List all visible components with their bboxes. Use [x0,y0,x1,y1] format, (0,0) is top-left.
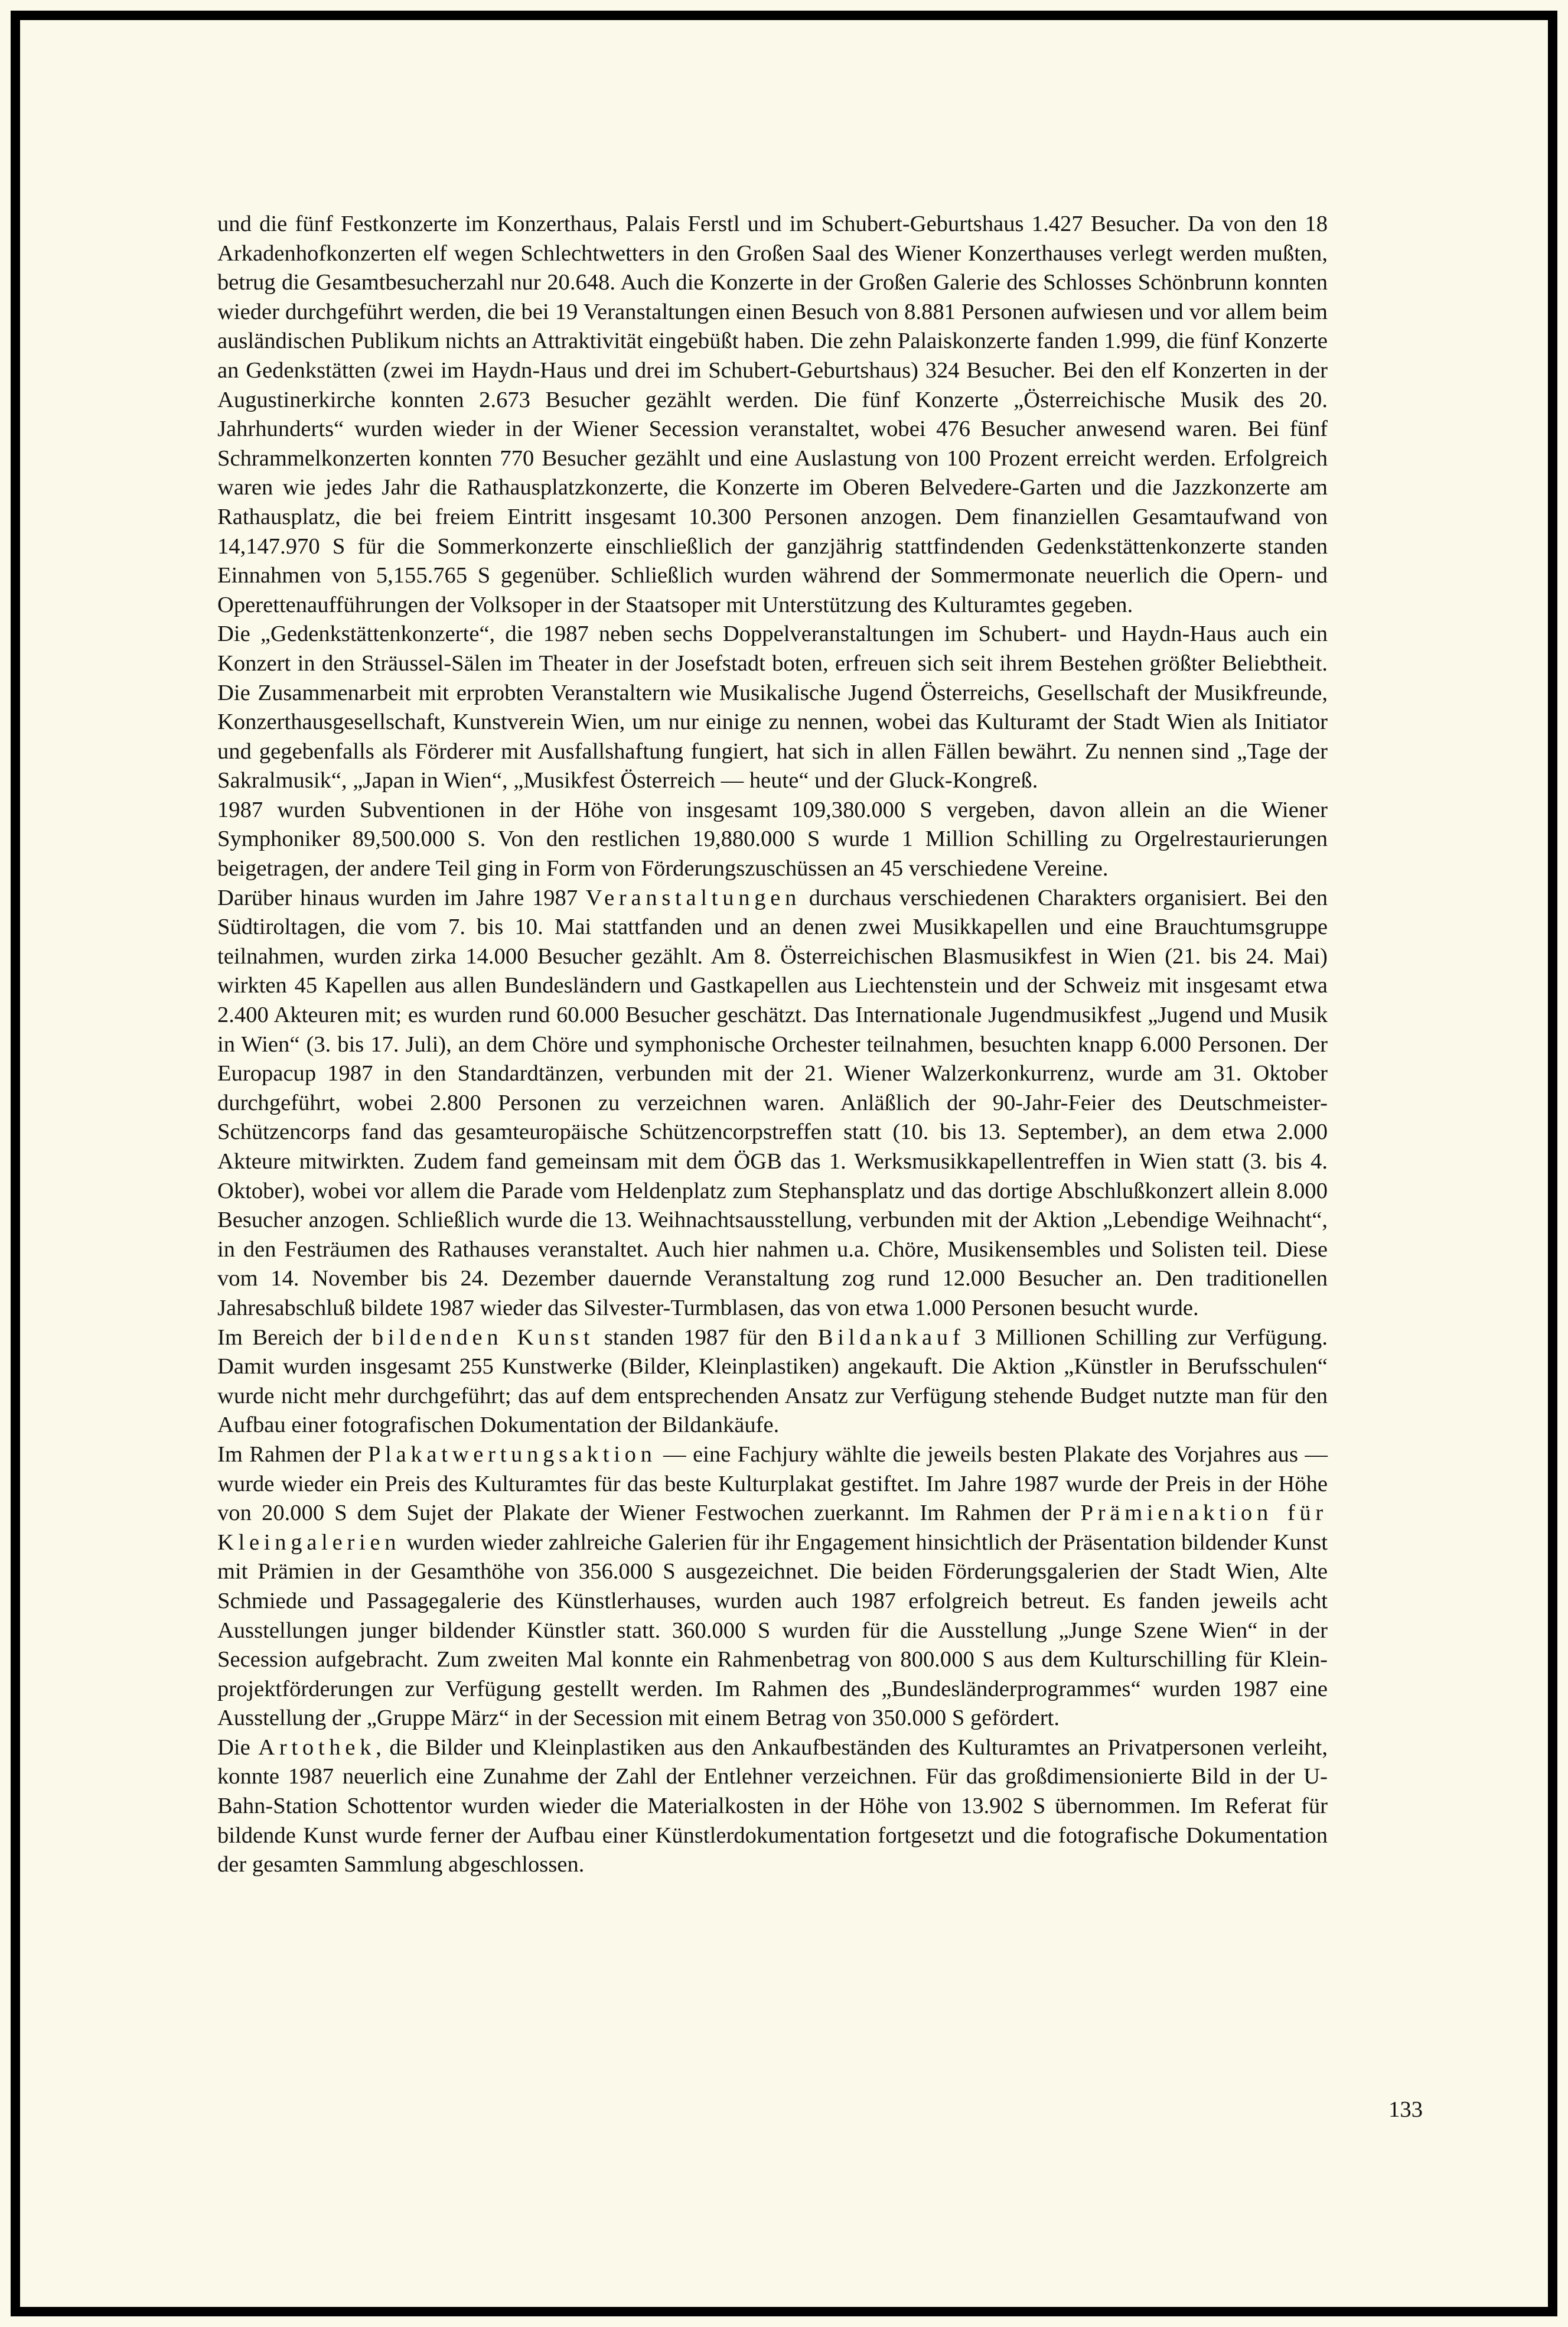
emphasized-term: bildenden Kunst [371,1324,595,1350]
text-run: 1987 wurden Subventionen in der Höhe von insgesamt 109,380.000 S vergeben, davon allein an die Wiener Symphoniker 89,500.000 S. Von den restlichen 19,880.000 S wurde 1 Million Schilling zu Orgelrestaurierungen beigetragen, der andere Teil ging in Form von Förderungszuschüssen an 45 verschiedene Vereine. [217,797,1328,881]
emphasized-term: Prämienaktion für Kleingalerien [217,1501,1328,1555]
text-run: wurden wieder zahlreiche Galerien für ihr Engagement hinsichtlich der Präsentation bildender Kunst mit Prämien in der Gesamthöhe von 356.000 S ausgezeichnet. Die beiden Förderungsgalerien der Stadt Wien, Alte Schmiede und Passagegalerie des Künstlerhauses, wurden auch 1987 erfolgreich betreut. Es fanden jeweils acht Ausstellungen junger bildender Künstler statt. 360.000 S wurden für die Ausstellung „Junge Szene Wien“ in der Secession aufgebracht. Zum zweiten Mal konnte ein Rahmenbetrag von 800.000 S aus dem Kulturschilling für Kleinprojektförderungen zur Verfügung gestellt werden. Im Rahmen des „Bundesländerprogrammes“ wurden 1987 eine Ausstellung der „Gruppe März“ in der Secession mit einem Betrag von 350.000 S gefördert. [217,1529,1328,1731]
text-run: Im Rahmen der [217,1441,368,1467]
paragraph [217,1733,1328,1880]
paragraph [217,620,1328,796]
paragraph [217,1440,1328,1733]
emphasized-term: Veranstaltungen [585,885,801,910]
text-run: — eine Fachjury wählte die jeweils besten Plakate des Vorjahres aus — wurde wieder ein Preis des Kulturamtes für das beste Kulturplakat gestiftet. Im Jahre 1987 wurde der Preis in der Höhe von 20.000 S dem Sujet der Plakate der Wiener Festwochen zuerkannt. Im Rahmen der [217,1441,1328,1526]
text-run: Im Bereich der [217,1324,372,1350]
text-run: Die „Gedenkstättenkonzerte“, die 1987 neben sechs Doppelveranstaltungen im Schubert- und Haydn-Haus auch ein Konzert in den Sträussel-Sälen im Theater in der Josefstadt boten, erfreuen sich seit ihrem Bestehen größter Beliebtheit. Die Zusammenarbeit mit erprobten Veranstaltern wie Musikalische Jugend Österreichs, Gesellschaft der Musikfreunde, Konzerthausgesellschaft, Kunstverein Wien, um nur einige zu nennen, wobei das Kulturamt der Stadt Wien als Initiator und gegebenfalls als Förderer mit Ausfallshaftung fungiert, hat sich in allen Fällen bewährt. Zu nennen sind „Tage der Sakralmusik“, „Japan in Wien“, „Musikfest Österreich — heute“ und der Gluck-Kongreß. [217,621,1328,793]
text-run: durchaus verschiedenen Charakters organisiert. Bei den Südtiroltagen, die vom 7. bis 10. Mai stattfanden und an denen zwei Musikkapellen und eine Brauchtumsgruppe teilnahmen, wurden zirka 14.000 Besucher gezählt. Am 8. Österreichischen Blasmusikfest in Wien (21. bis 24. Mai) wirkten 45 Kapellen aus allen Bundesländern und Gastkapellen aus Liechtenstein und der Schweiz mit insgesamt etwa 2.400 Akteuren mit; es wurden rund 60.000 Besucher geschätzt. Das Internationale Jugendmusikfest „Jugend und Musik in Wien“ (3. bis 17. Juli), an dem Chöre und symphonische Orchester teilnahmen, besuchten knapp 6.000 Personen. Der Europacup 1987 in den Standardtänzen, verbunden mit der 21. Wiener Walzerkonkurrenz, wurde am 31. Oktober durchgeführt, wobei 2.800 Personen zu verzeichnen waren. Anläßlich der 90-Jahr-Feier des Deutschmeister-Schützencorps fand das gesamteuropäische Schützencorpstreffen statt (10. bis 13. September), an dem etwa 2.000 Akteure mitwirkten. Zudem fand gemeinsam mit dem ÖGB das 1. Werksmusikkapellentreffen in Wien statt (3. bis 4. Oktober), wobei vor allem die Parade vom Heldenplatz zum Stephansplatz und das dortige Abschlußkonzert allein 8.000 Besucher anzogen. Schließlich wurde die 13. Weihnachtsausstellung, verbunden mit der Aktion „Lebendige Weihnacht“, in den Festräumen des Rathauses veranstaltet. Auch hier nahmen u.a. Chöre, Musikensembles und Solisten teil. Diese vom 14. November bis 24. Dezember dauernde Veranstaltung zog rund 12.000 Besucher an. Den traditionellen Jahresabschluß bildete 1987 wieder das Silvester-Turmblasen, das von etwa 1.000 Personen besucht wurde. [217,885,1328,1320]
paragraph [217,796,1328,884]
text-run: 3 Millionen Schilling zur Verfügung. Damit wurden insgesamt 255 Kunstwerke (Bilder, Kleinplastiken) angekauft. Die Aktion „Künstler in Berufsschulen“ wurde nicht mehr durchgeführt; das auf dem entsprechenden Ansatz zur Verfügung stehende Budget nutzte man für den Aufbau einer fotografischen Dokumentation der Bildankäufe. [217,1324,1328,1438]
text-run: Die [217,1734,259,1760]
text-run: und die fünf Festkonzerte im Konzerthaus, Palais Ferstl und im Schubert-Geburtshaus 1.427 Besucher. Da von den 18 Arkadenhofkonzerten elf wegen Schlechtwetters in den Großen Saal des Wiener Konzerthauses verlegt werden mußten, betrug die Gesamtbesucherzahl nur 20.648. Auch die Konzerte in der Großen Galerie des Schlosses Schönbrunn konnten wieder durchgeführt werden, die bei 19 Veranstaltungen einen Besuch von 8.881 Personen aufwiesen und vor allem beim ausländischen Publikum nichts an Attraktivität eingebüßt haben. Die zehn Palaiskonzerte fanden 1.999, die fünf Konzerte an Gedenkstätten (zwei im Haydn-Haus und drei im Schubert-Geburtshaus) 324 Besucher. Bei den elf Konzerten in der Augustinerkirche konnten 2.673 Besucher gezählt werden. Die fünf Konzerte „Österreichische Musik des 20. Jahrhunderts“ wurden wieder in der Wiener Secession veranstaltet, wobei 476 Besucher anwesend waren. Bei fünf Schrammelkonzerten konnten 770 Besucher gezählt und eine Auslastung von 100 Prozent erreicht werden. Erfolgreich waren wie jedes Jahr die Rathausplatzkonzerte, die Konzerte im Oberen Belvedere-Garten und die Jazzkonzerte am Rathausplatz, die bei freiem Eintritt insgesamt 10.300 Personen anzogen. Dem finanziellen Gesamtaufwand von 14,147.970 S für die Sommerkonzerte einschließlich der ganzjährig stattfindenden Gedenkstättenkonzerte standen Einnahmen von 5,155.765 S gegenüber. Schließlich wurden während der Sommermonate neuerlich die Opern- und Operettenaufführungen der Volksoper in der Staatsoper mit Unterstützung des Kulturamtes gegeben. [217,211,1328,617]
paragraph [217,884,1328,1323]
emphasized-term: Artothek [258,1734,376,1760]
text-run: Darüber hinaus wurden im Jahre 1987 [217,885,586,910]
text-run: standen 1987 für den [594,1324,818,1350]
emphasized-term: Plakatwertungsaktion [367,1441,657,1467]
body-text [217,210,1328,1880]
emphasized-term: Bildankauf [817,1324,965,1350]
paragraph [217,210,1328,620]
text-run: , die Bilder und Kleinplastiken aus den Ankaufbeständen des Kulturamtes an Privatpersonen verleiht, konnte 1987 neuerlich eine Zunahme der Zahl der Entlehner verzeichnen. Für das großdimensionierte Bild in der U-Bahn-Station Schottentor wurden wieder die Materialkosten in der Höhe von 13.902 S übernommen. Im Referat für bildende Kunst wurde ferner der Aufbau einer Künstlerdokumentation fortgesetzt und die fotografische Dokumentation der gesamten Sammlung abgeschlossen. [217,1734,1328,1877]
paragraph [217,1323,1328,1440]
page-number: 133 [1388,2097,1423,2122]
